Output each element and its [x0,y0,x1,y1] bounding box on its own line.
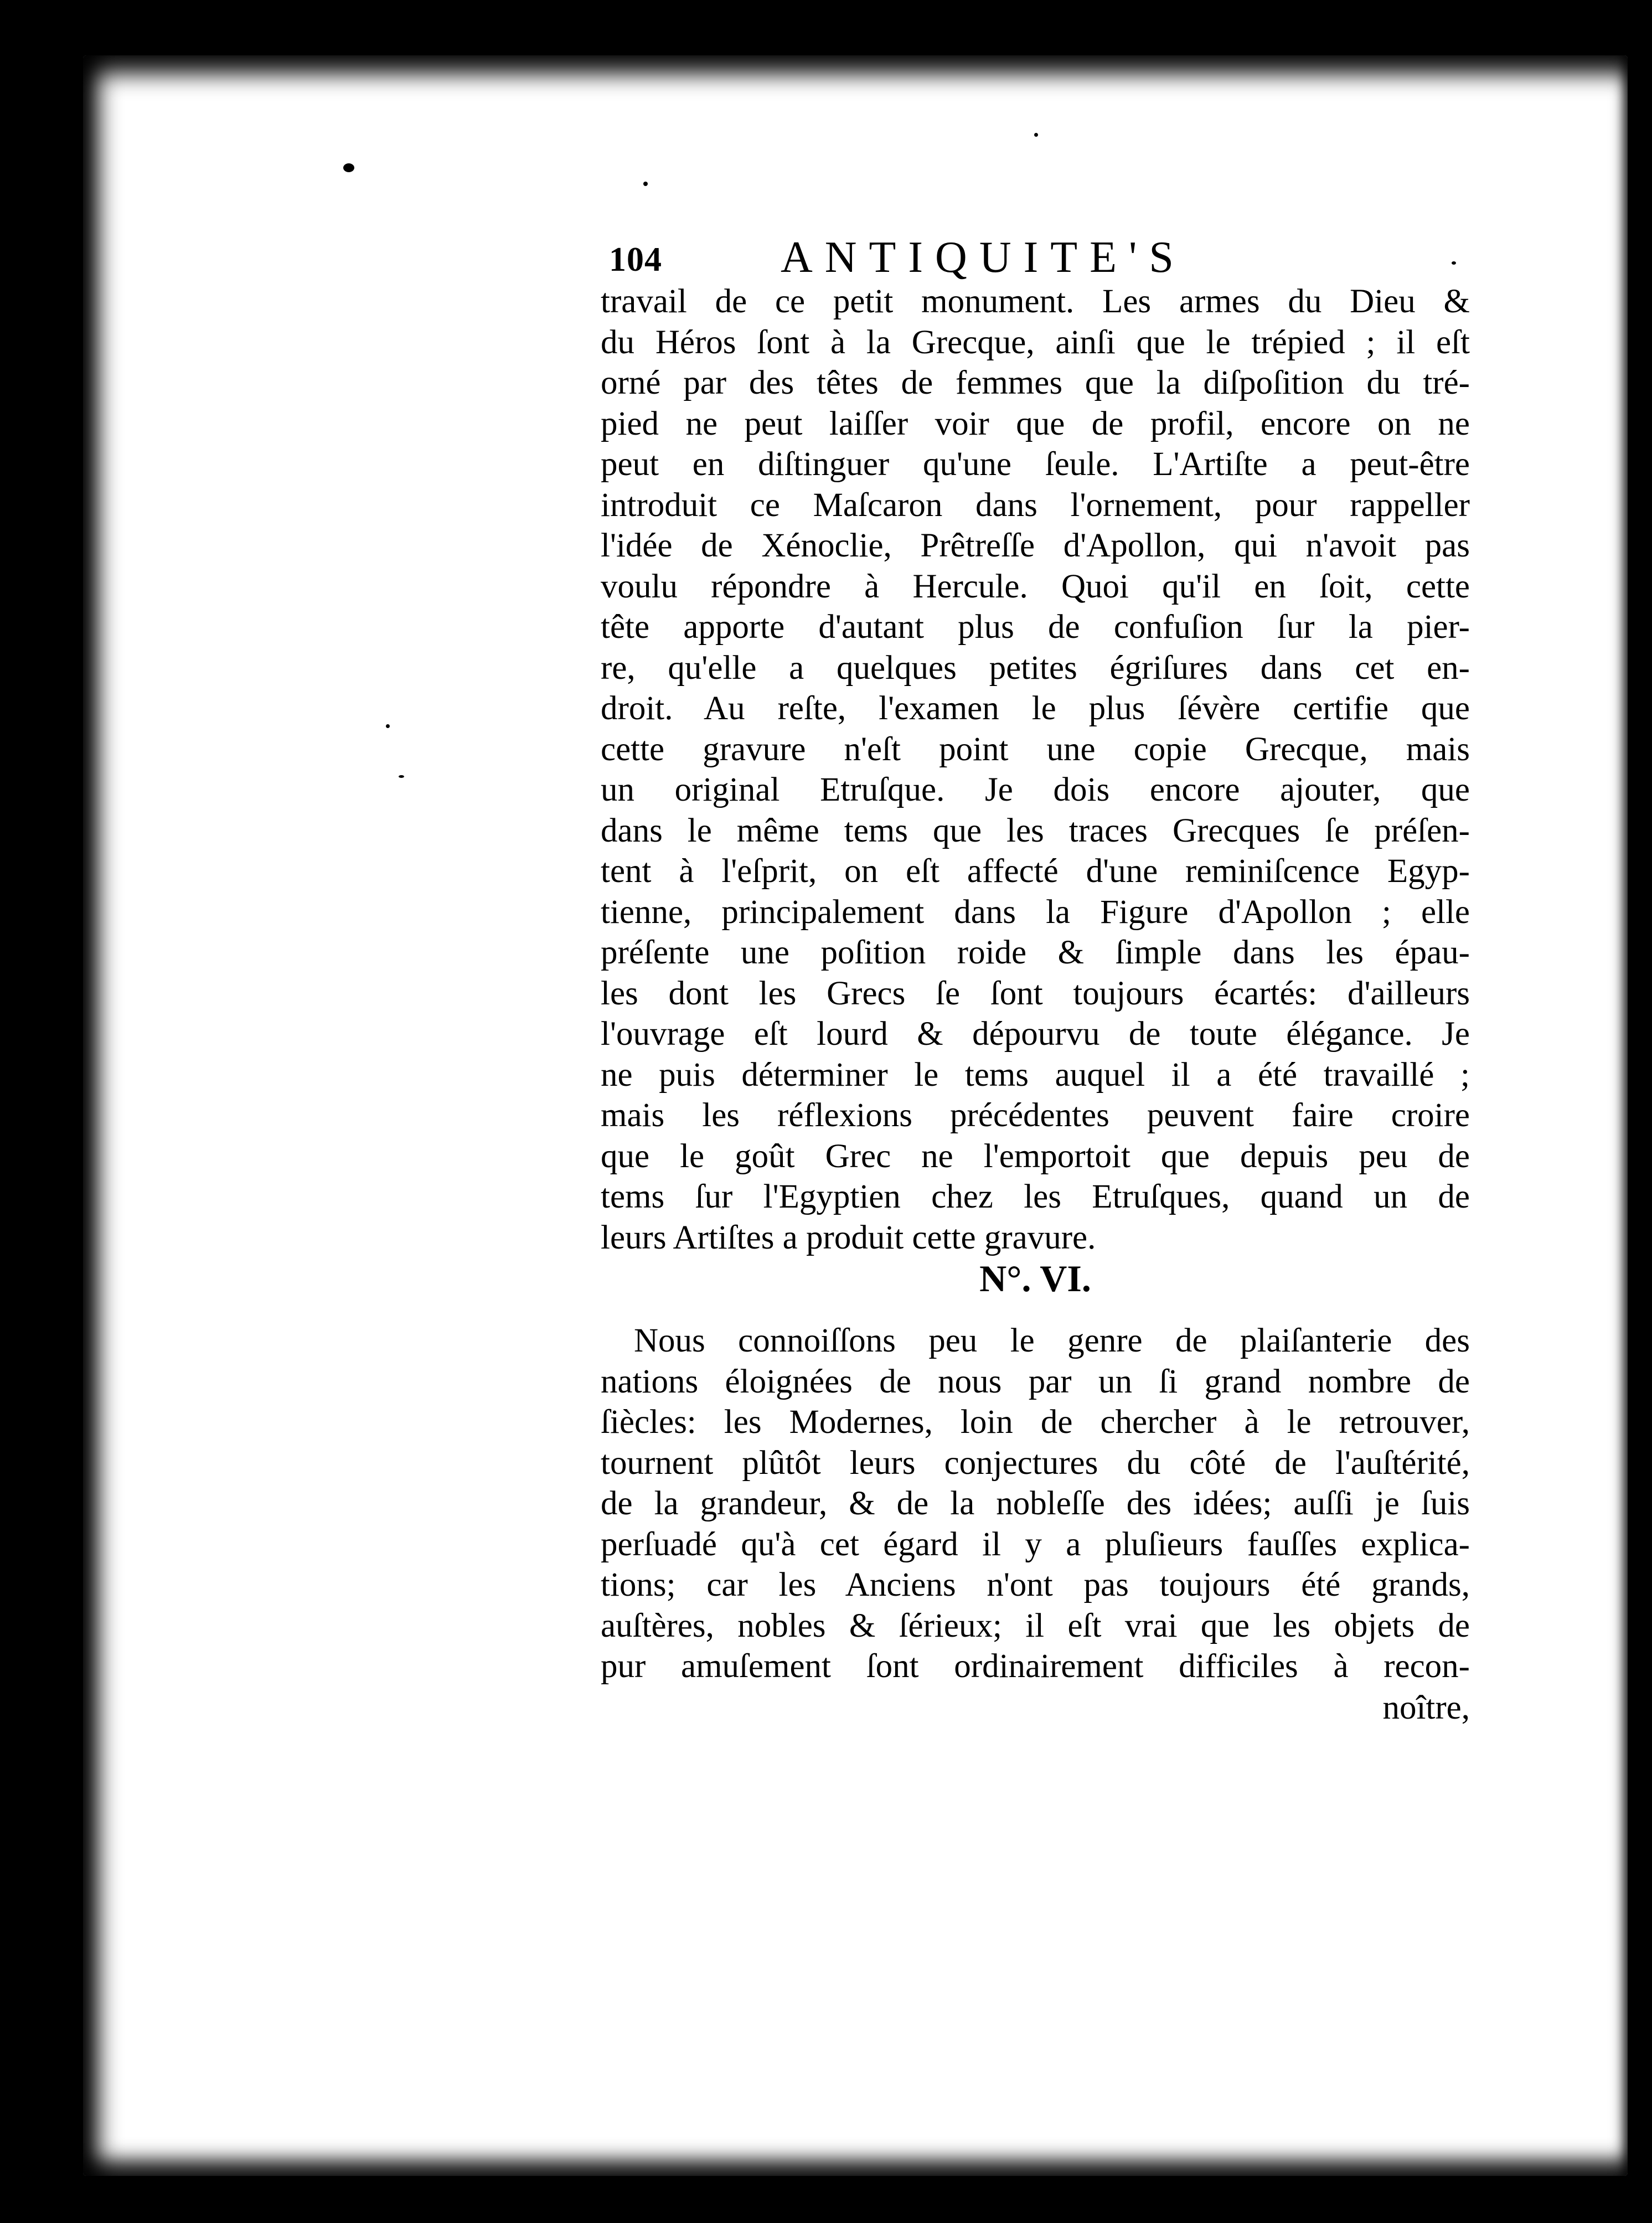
text-line: perſuadé qu'à cet égard il y a pluſieurs fauſſes explica- [601,1525,1470,1563]
text-line: les dont les Grecs ſe ſont toujours écartés: d'ailleurs [601,974,1470,1012]
text-line: tienne, principalement dans la Figure d'Apollon ; elle [601,893,1470,931]
ink-speck [343,163,354,172]
text-line: voulu répondre à Hercule. Quoi qu'il en ſoit, cette [601,568,1470,605]
text-line: peut en diſtinguer qu'une ſeule. L'Artiſte a peut-être [601,446,1470,483]
page-header [601,233,1484,286]
text-line: Nous connoiſſons peu le genre de plaiſanterie des [634,1322,1470,1359]
text-line: nations éloignées de nous par un ſi grand nombre de [601,1363,1470,1400]
ink-speck [643,182,648,186]
text-line: dans le même tems que les traces Grecques ſe préſen- [601,812,1470,849]
text-line: ſiècles: les Modernes, loin de chercher à le retrouver, [601,1404,1470,1441]
page-number: 104 [609,241,662,278]
paragraph-1 [601,281,1470,1258]
text-line: un original Etruſque. Je dois encore ajouter, que [601,771,1470,808]
text-line: pied ne peut laiſſer voir que de profil, encore on ne [601,405,1470,442]
ink-speck [1034,133,1038,137]
text-line: mais les réflexions précédentes peuvent faire croire [601,1097,1470,1134]
text-line: ne puis déterminer le tems auquel il a été travaillé ; [601,1056,1470,1094]
text-line: tournent plûtôt leurs conjectures du côté de l'auſtérité, [601,1444,1470,1482]
section-heading: N°. VI. [979,1257,1091,1299]
text-line: auſtères, nobles & ſérieux; il eſt vrai que les objets de [601,1607,1470,1644]
text-line: introduit ce Maſcaron dans l'ornement, pour rappeller [601,486,1470,524]
text-line: tête apporte d'autant plus de confuſion ſur la pier- [601,608,1470,646]
text-line: l'idée de Xénoclie, Prêtreſſe d'Apollon, qui n'avoit pas [601,527,1470,564]
text-line: re, qu'elle a quelques petites égriſures dans cet en- [601,649,1470,687]
ink-speck [399,775,404,778]
text-line: orné par des têtes de femmes que la diſpoſition du tré- [601,364,1470,401]
text-line: que le goût Grec ne l'emportoit que depuis peu de [601,1137,1470,1175]
text-line: l'ouvrage eſt lourd & dépourvu de toute élégance. Je [601,1015,1470,1053]
text-line: cette gravure n'eſt point une copie Grecque, mais [601,730,1470,768]
text-line: préſente une poſition roide & ſimple dans les épau- [601,934,1470,971]
text-line: travail de ce petit monument. Les armes du Dieu & [601,283,1470,320]
running-head: ANTIQUITE'S [781,233,1186,282]
text-line: tems ſur l'Egyptien chez les Etruſques, quand un de [601,1178,1470,1215]
catchword: noître, [1382,1689,1470,1726]
text-line: leurs Artiſtes a produit cette gravure. [601,1219,1096,1256]
text-line: de la grandeur, & de la nobleſſe des idées; auſſi je ſuis [601,1485,1470,1522]
text-line: du Héros ſont à la Grecque, ainſi que le trépied ; il eſt [601,323,1470,361]
paragraph-2 [601,1321,1470,1687]
text-line: pur amuſement ſont ordinairement difficiles à recon- [601,1648,1470,1685]
text-line: droit. Au reſte, l'examen le plus ſévère certifie que [601,690,1470,727]
ink-speck [386,724,390,728]
text-line: tions; car les Anciens n'ont pas toujours été grands, [601,1566,1470,1603]
text-line: tent à l'eſprit, on eſt affecté d'une reminiſcence Egyp- [601,853,1470,890]
